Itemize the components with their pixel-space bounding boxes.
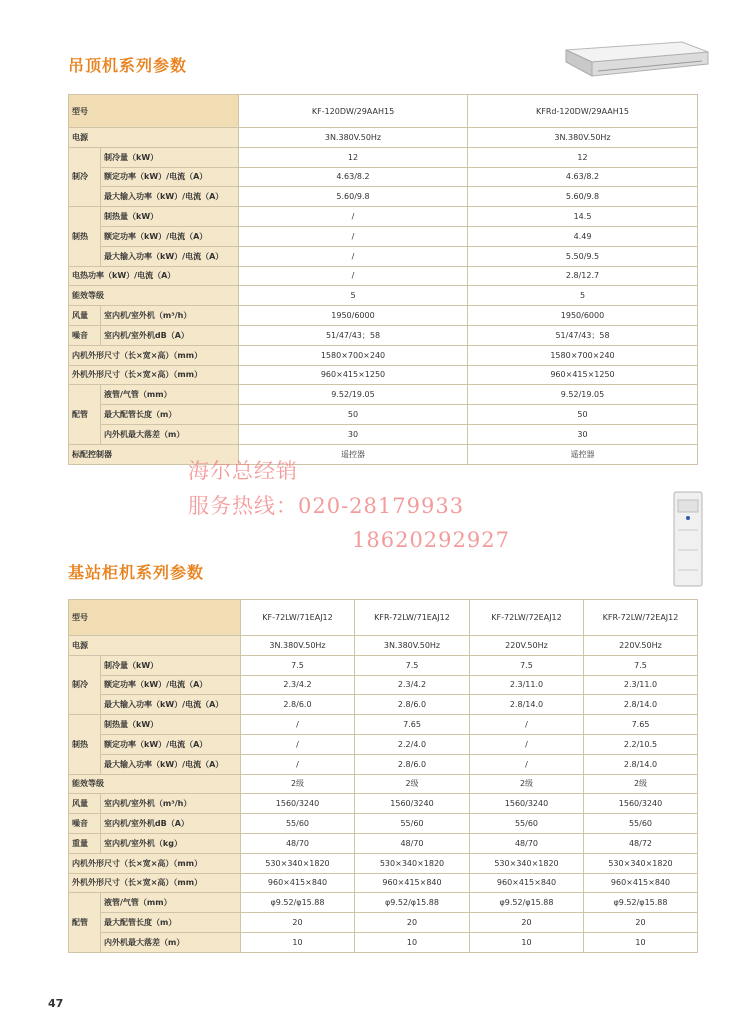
model-name: KFR-72LW/71EAJ12	[355, 600, 470, 636]
row-sub-label: 制冷量（kW）	[101, 655, 241, 675]
table-cell: 2.8/6.0	[355, 754, 470, 774]
table-header-row	[69, 600, 698, 636]
table-row	[69, 655, 698, 675]
table-cell: 960×415×1250	[468, 365, 698, 385]
table-cell: 7.5	[355, 655, 470, 675]
table-cell: 20	[355, 913, 470, 933]
table-cell: 530×340×1820	[355, 853, 470, 873]
table-cell: φ9.52/φ15.88	[241, 893, 355, 913]
table-cell: 2.2/10.5	[584, 734, 698, 754]
table-cell: /	[239, 266, 468, 286]
table-row	[69, 695, 698, 715]
cabinet-spec-table	[68, 599, 698, 953]
row-label: 电源	[69, 128, 239, 148]
model-label: 型号	[69, 600, 241, 636]
table-row	[69, 147, 698, 167]
watermark-line2: 服务热线：020-28179933	[188, 494, 465, 518]
table-cell: 遥控器	[239, 444, 468, 464]
table-cell: /	[470, 734, 584, 754]
row-sub-label: 最大输入功率（kW）/电流（A）	[101, 187, 239, 207]
table-cell: 9.52/19.05	[468, 385, 698, 405]
table-cell: /	[241, 754, 355, 774]
table-row	[69, 814, 698, 834]
table-row	[69, 385, 698, 405]
table-cell: 2级	[355, 774, 470, 794]
table-row	[69, 675, 698, 695]
table-cell: 4.63/8.2	[468, 167, 698, 187]
table-cell: 960×415×840	[584, 873, 698, 893]
row-label: 能效等级	[69, 774, 241, 794]
row-group-label: 风量	[69, 306, 101, 326]
table-cell: /	[470, 715, 584, 735]
page-number: 47	[48, 997, 64, 1010]
table-row	[69, 853, 698, 873]
row-label: 电源	[69, 636, 241, 656]
table-cell: 7.65	[355, 715, 470, 735]
table-cell: /	[241, 715, 355, 735]
table-cell: 1950/6000	[468, 306, 698, 326]
table-cell: φ9.52/φ15.88	[355, 893, 470, 913]
table-row	[69, 932, 698, 952]
table-cell: 55/60	[355, 814, 470, 834]
table-cell: 5.60/9.8	[239, 187, 468, 207]
table-row	[69, 873, 698, 893]
row-label: 外机外形尺寸（长×宽×高）（mm）	[69, 365, 239, 385]
table-cell: 2级	[241, 774, 355, 794]
row-label: 外机外形尺寸（长×宽×高）（mm）	[69, 873, 241, 893]
ceiling-spec-table	[68, 94, 698, 465]
table-cell: 55/60	[584, 814, 698, 834]
row-group-label: 重量	[69, 833, 101, 853]
table-cell: 2级	[584, 774, 698, 794]
table-cell: 48/70	[470, 833, 584, 853]
row-sub-label: 额定功率（kW）/电流（A）	[101, 226, 239, 246]
table-cell: φ9.52/φ15.88	[470, 893, 584, 913]
table-row	[69, 306, 698, 326]
row-group-label: 噪音	[69, 325, 101, 345]
table-row	[69, 207, 698, 227]
table-cell: 遥控器	[468, 444, 698, 464]
table-cell: 7.65	[584, 715, 698, 735]
table-cell: 48/72	[584, 833, 698, 853]
row-sub-label: 室内机/室外机dB（A）	[101, 814, 241, 834]
table-cell: 2.8/12.7	[468, 266, 698, 286]
table-row	[69, 128, 698, 148]
table-cell: 3N.380V.50Hz	[239, 128, 468, 148]
table-cell: 48/70	[355, 833, 470, 853]
table-cell: 5.50/9.5	[468, 246, 698, 266]
table-row	[69, 833, 698, 853]
row-sub-label: 制热量（kW）	[101, 715, 241, 735]
table-cell: 1560/3240	[241, 794, 355, 814]
row-group-label: 制热	[69, 207, 101, 266]
table-cell: 530×340×1820	[584, 853, 698, 873]
table-row	[69, 774, 698, 794]
table-cell: 1580×700×240	[239, 345, 468, 365]
table-row	[69, 286, 698, 306]
table-cell: 50	[239, 405, 468, 425]
table-cell: 50	[468, 405, 698, 425]
table-row	[69, 325, 698, 345]
table-row	[69, 424, 698, 444]
table-cell: 2.2/4.0	[355, 734, 470, 754]
row-sub-label: 额定功率（kW）/电流（A）	[101, 167, 239, 187]
row-sub-label: 室内机/室外机（kg）	[101, 833, 241, 853]
table-cell: 530×340×1820	[241, 853, 355, 873]
row-sub-label: 额定功率（kW）/电流（A）	[101, 734, 241, 754]
table-cell: φ9.52/φ15.88	[584, 893, 698, 913]
model-label: 型号	[69, 95, 239, 128]
row-sub-label: 最大输入功率（kW）/电流（A）	[101, 695, 241, 715]
table-row	[69, 266, 698, 286]
table-cell: 530×340×1820	[470, 853, 584, 873]
table-cell: 12	[239, 147, 468, 167]
table-cell: 30	[468, 424, 698, 444]
row-group-label: 配管	[69, 385, 101, 444]
table-row	[69, 345, 698, 365]
table-cell: 14.5	[468, 207, 698, 227]
table-cell: 2.8/14.0	[584, 754, 698, 774]
table-row	[69, 754, 698, 774]
table-cell: 4.49	[468, 226, 698, 246]
table-cell: 20	[584, 913, 698, 933]
table-row	[69, 794, 698, 814]
table-cell: 55/60	[241, 814, 355, 834]
model-name: KFRd-120DW/29AAH15	[468, 95, 698, 128]
table-cell: 10	[241, 932, 355, 952]
table-cell: 51/47/43；58	[239, 325, 468, 345]
table-cell: 1580×700×240	[468, 345, 698, 365]
table-cell: 5.60/9.8	[468, 187, 698, 207]
row-sub-label: 最大配管长度（m）	[101, 913, 241, 933]
table-cell: /	[241, 734, 355, 754]
table-cell: 3N.380V.50Hz	[241, 636, 355, 656]
model-name: KFR-72LW/72EAJ12	[584, 600, 698, 636]
table-row	[69, 365, 698, 385]
table-cell: 7.5	[470, 655, 584, 675]
table-cell: 20	[241, 913, 355, 933]
table-row	[69, 444, 698, 464]
row-sub-label: 室内机/室外机（m³/h）	[101, 306, 239, 326]
row-group-label: 配管	[69, 893, 101, 952]
table-cell: 2.8/6.0	[241, 695, 355, 715]
table-cell: 1560/3240	[355, 794, 470, 814]
row-label: 内机外形尺寸（长×宽×高）（mm）	[69, 345, 239, 365]
table-cell: /	[470, 754, 584, 774]
row-sub-label: 室内机/室外机dB（A）	[101, 325, 239, 345]
row-sub-label: 室内机/室外机（m³/h）	[101, 794, 241, 814]
table-cell: 48/70	[241, 833, 355, 853]
table-cell: 2.3/11.0	[584, 675, 698, 695]
table-row	[69, 913, 698, 933]
table-row	[69, 715, 698, 735]
model-name: KF-120DW/29AAH15	[239, 95, 468, 128]
table-cell: 9.52/19.05	[239, 385, 468, 405]
row-sub-label: 制冷量（kW）	[101, 147, 239, 167]
table-cell: /	[239, 207, 468, 227]
table-cell: 2.3/11.0	[470, 675, 584, 695]
table-cell: 1560/3240	[470, 794, 584, 814]
table-cell: 960×415×1250	[239, 365, 468, 385]
table-row	[69, 636, 698, 656]
row-label: 标配控制器	[69, 444, 239, 464]
table-cell: 960×415×840	[355, 873, 470, 893]
row-label: 能效等级	[69, 286, 239, 306]
table-row	[69, 226, 698, 246]
row-label: 电热功率（kW）/电流（A）	[69, 266, 239, 286]
table-cell: 5	[239, 286, 468, 306]
model-name: KF-72LW/71EAJ12	[241, 600, 355, 636]
table-cell: 220V.50Hz	[470, 636, 584, 656]
row-group-label: 噪音	[69, 814, 101, 834]
table-cell: 2.8/14.0	[470, 695, 584, 715]
table-row	[69, 187, 698, 207]
table-cell: 1950/6000	[239, 306, 468, 326]
table-cell: 12	[468, 147, 698, 167]
ceiling-unit-image	[562, 38, 712, 82]
row-group-label: 风量	[69, 794, 101, 814]
floor-unit-image	[666, 490, 710, 590]
table-cell: /	[239, 226, 468, 246]
watermark-line3: 18620292927	[352, 528, 510, 552]
table-cell: 30	[239, 424, 468, 444]
table-cell: 220V.50Hz	[584, 636, 698, 656]
row-sub-label: 最大配管长度（m）	[101, 405, 239, 425]
table-cell: /	[239, 246, 468, 266]
row-sub-label: 额定功率（kW）/电流（A）	[101, 675, 241, 695]
row-sub-label: 内外机最大落差（m）	[101, 932, 241, 952]
table-cell: 10	[355, 932, 470, 952]
table-row	[69, 405, 698, 425]
table-cell: 51/47/43；58	[468, 325, 698, 345]
row-sub-label: 制热量（kW）	[101, 207, 239, 227]
row-sub-label: 液管/气管（mm）	[101, 385, 239, 405]
table-cell: 960×415×840	[241, 873, 355, 893]
table-cell: 3N.380V.50Hz	[468, 128, 698, 148]
table-cell: 7.5	[241, 655, 355, 675]
row-sub-label: 液管/气管（mm）	[101, 893, 241, 913]
table-cell: 2.3/4.2	[355, 675, 470, 695]
table-row	[69, 893, 698, 913]
row-sub-label: 最大输入功率（kW）/电流（A）	[101, 754, 241, 774]
watermark-line1: 海尔总经销	[188, 459, 298, 483]
table-row	[69, 734, 698, 754]
table-row	[69, 246, 698, 266]
section2-title: 基站柜机系列参数	[68, 563, 205, 582]
table-header-row	[69, 95, 698, 128]
table-cell: 2.8/14.0	[584, 695, 698, 715]
table-cell: 5	[468, 286, 698, 306]
table-cell: 2.3/4.2	[241, 675, 355, 695]
row-label: 内机外形尺寸（长×宽×高）（mm）	[69, 853, 241, 873]
table-cell: 3N.380V.50Hz	[355, 636, 470, 656]
table-cell: 7.5	[584, 655, 698, 675]
row-sub-label: 最大输入功率（kW）/电流（A）	[101, 246, 239, 266]
section1-title: 吊顶机系列参数	[68, 56, 188, 75]
row-group-label: 制冷	[69, 147, 101, 206]
table-cell: 1560/3240	[584, 794, 698, 814]
table-cell: 960×415×840	[470, 873, 584, 893]
table-row	[69, 167, 698, 187]
row-group-label: 制冷	[69, 655, 101, 714]
table-cell: 10	[584, 932, 698, 952]
table-cell: 10	[470, 932, 584, 952]
table-cell: 20	[470, 913, 584, 933]
row-sub-label: 内外机最大落差（m）	[101, 424, 239, 444]
table-cell: 55/60	[470, 814, 584, 834]
table-cell: 4.63/8.2	[239, 167, 468, 187]
model-name: KF-72LW/72EAJ12	[470, 600, 584, 636]
row-group-label: 制热	[69, 715, 101, 774]
table-cell: 2级	[470, 774, 584, 794]
table-cell: 2.8/6.0	[355, 695, 470, 715]
